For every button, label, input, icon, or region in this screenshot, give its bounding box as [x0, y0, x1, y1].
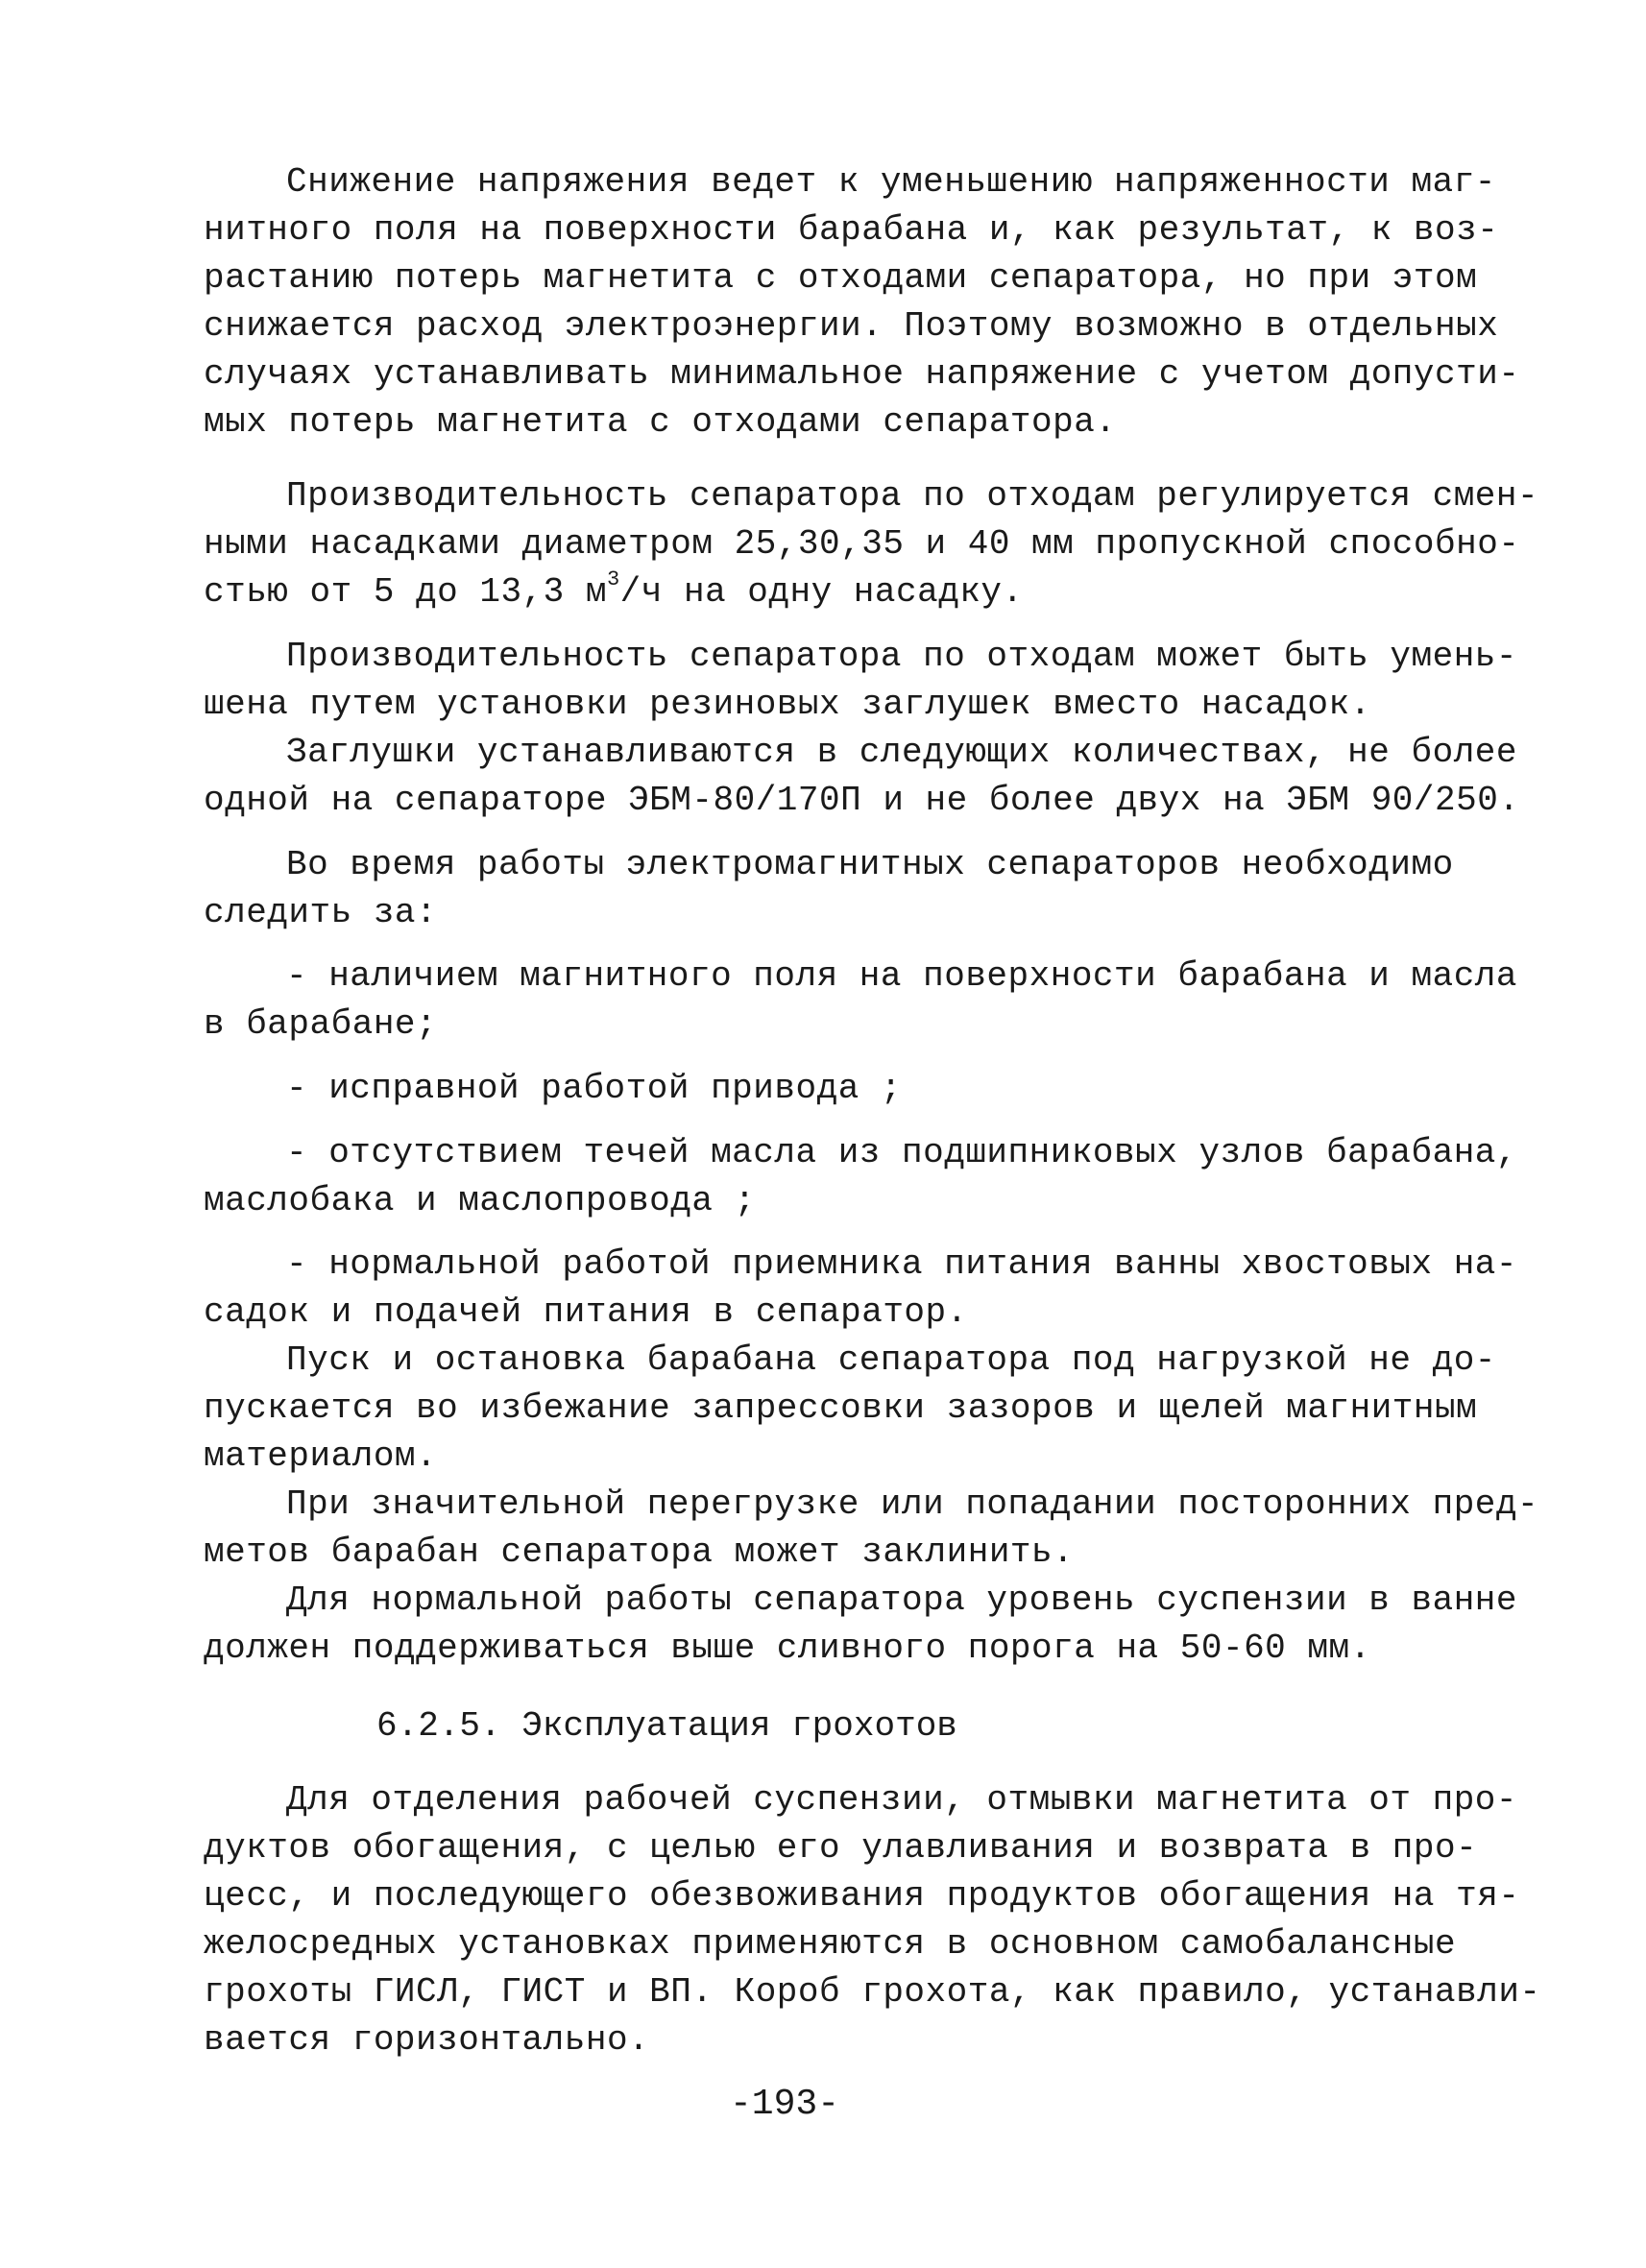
text-line: должен поддерживаться выше сливного порога на 50-60 мм.	[204, 1629, 1371, 1668]
page-number: -193-	[730, 2084, 840, 2125]
superscript: 3	[606, 567, 620, 591]
text-line: нитного поля на поверхности барабана и, как результат, к воз-	[204, 210, 1499, 250]
text-line: - исправной работой привода ;	[286, 1069, 903, 1108]
text-line: случаях устанавливать минимальное напряжение с учетом допусти-	[204, 354, 1520, 394]
text-line: Во время работы электромагнитных сепараторов необходимо	[286, 845, 1454, 884]
text-line: материалом.	[204, 1436, 438, 1476]
text-line: мых потерь магнетита с отходами сепаратора.	[204, 402, 1117, 442]
text-line: следить за:	[204, 893, 438, 932]
text-line: растанию потерь магнетита с отходами сепаратора, но при этом	[204, 258, 1478, 298]
text-line: - нормальной работой приемника питания ванны хвостовых на-	[286, 1244, 1518, 1284]
text-line: пускается во избежание запрессовки зазоров и щелей магнитным	[204, 1388, 1478, 1428]
text-line	[204, 567, 1024, 612]
text-line: маслобака и маслопровода ;	[204, 1181, 756, 1220]
text-line: садок и подачей питания в сепаратор.	[204, 1292, 968, 1332]
text-line: одной на сепараторе ЭБМ-80/170П и не более двух на ЭБМ 90/250.	[204, 781, 1520, 820]
text-line: - отсутствием течей масла из подшипниковых узлов барабана,	[286, 1133, 1518, 1172]
text-line: метов барабан сепаратора может заклинить.	[204, 1532, 1075, 1572]
text-line: вается горизонтально.	[204, 2020, 650, 2060]
text-line: Пуск и остановка барабана сепаратора под нагрузкой не до-	[286, 1340, 1496, 1380]
text-line: При значительной перегрузке или попадании посторонних пред-	[286, 1484, 1539, 1524]
text-line: Производительность сепаратора по отходам регулируется смен-	[286, 476, 1539, 516]
text-line: желосредных установках применяются в основном самобалансные	[204, 1924, 1457, 1964]
text-line: Снижение напряжения ведет к уменьшению напряженности маг-	[286, 162, 1496, 202]
text-line: шена путем установки резиновых заглушек вместо насадок.	[204, 685, 1371, 724]
text-line: Для нормальной работы сепаратора уровень суспензии в ванне	[286, 1580, 1518, 1620]
text-fragment: стью от 5 до 13,3 м	[204, 572, 607, 612]
text-line: Заглушки устанавливаются в следующих количествах, не более	[286, 733, 1518, 772]
text-line: снижается расход электроэнергии. Поэтому возможно в отдельных	[204, 306, 1499, 346]
section-title: 6.2.5. Эксплуатация грохотов	[376, 1706, 957, 1746]
text-line: - наличием магнитного поля на поверхности барабана и масла	[286, 956, 1518, 996]
text-line: грохоты ГИСЛ, ГИСТ и ВП. Короб грохота, как правило, устанавли-	[204, 1972, 1541, 2012]
text-line: Производительность сепаратора по отходам может быть умень-	[286, 637, 1518, 676]
text-line: Для отделения рабочей суспензии, отмывки магнетита от про-	[286, 1780, 1518, 1820]
text-line: в барабане;	[204, 1004, 438, 1044]
text-line: ными насадками диаметром 25,30,35 и 40 мм пропускной способно-	[204, 524, 1520, 564]
text-fragment: /ч на одну насадку.	[619, 572, 1024, 612]
text-line: дуктов обогащения, с целью его улавливания и возврата в про-	[204, 1828, 1478, 1868]
text-line: цесс, и последующего обезвоживания продуктов обогащения на тя-	[204, 1876, 1520, 1916]
